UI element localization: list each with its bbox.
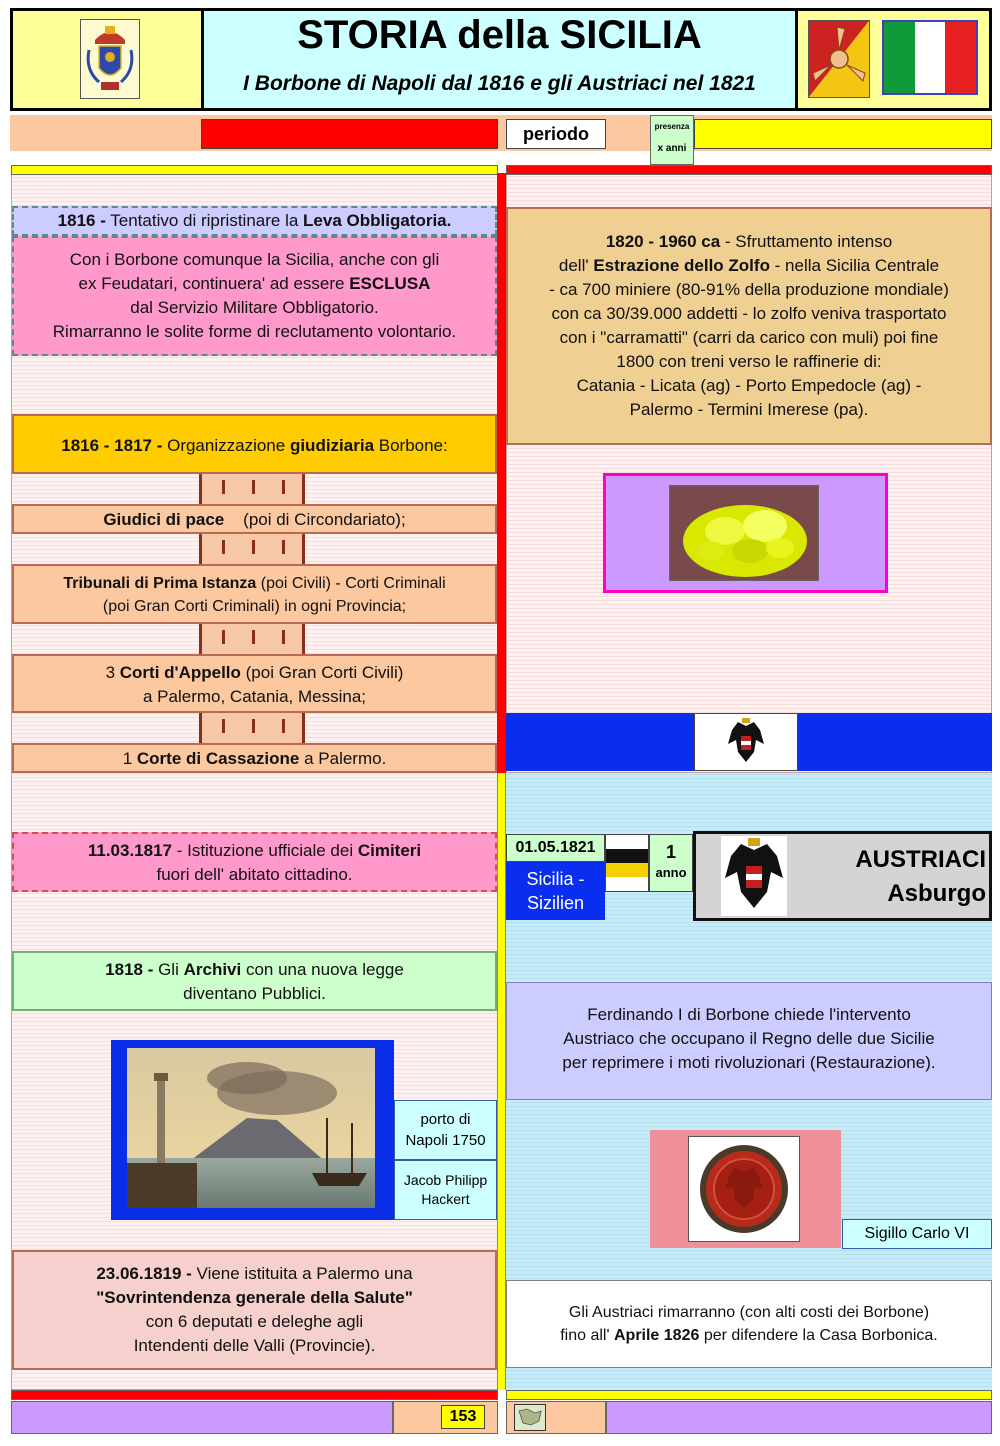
presenza-label: presenza: [654, 122, 690, 131]
rimarranno-box: Gli Austriaci rimarranno (con alti costi dei Borbone) fino all' Aprile 1826 per difendere la Casa Borbonica.: [506, 1280, 992, 1368]
painting-caption-1: porto di Napoli 1750: [394, 1100, 497, 1160]
right-top-bar: [506, 165, 992, 175]
austriaci-name-1: AUSTRIACI: [855, 846, 986, 873]
austriaci-region: Sicilia - Sizilien: [506, 862, 605, 920]
austriaci-name-2: Asburgo: [887, 880, 986, 907]
period-bar-red: [201, 119, 498, 149]
sigillo-caption: Sigillo Carlo VI: [842, 1219, 992, 1249]
esclusa-box: Con i Borbone comunque la Sicilia, anche con gli ex Feudatari, continuera' ad essere ESCLUSA dal Servizio Militare Obbligatorio. Rimarranno le solite forme di reclutamento volontario.: [12, 236, 497, 356]
cimiteri-box: 11.03.1817 - Istituzione ufficiale dei Cimiteri fuori dell' abitato cittadino.: [12, 832, 497, 892]
leva-heading: 1816 - Tentativo di ripristinare la Leva Obbligatoria.: [57, 211, 452, 230]
periodo-label: periodo: [506, 119, 606, 149]
porto-di-napoli-painting: [127, 1048, 375, 1208]
italian-flag-icon: [882, 20, 978, 95]
footer-bar-right: [606, 1401, 992, 1434]
judicial-connector-3: [199, 624, 305, 654]
ferdinando-box: Ferdinando I di Borbone chiede l'intervento Austriaco che occupano il Regno delle due Sicilie per reprimere i moti rivoluzionari (Restaurazione).: [506, 982, 992, 1100]
sulfur-crystal-image: [669, 485, 819, 581]
cassazione-box: 1 Corte di Cassazione a Palermo.: [12, 743, 497, 773]
footer-left-red-bar: [11, 1390, 498, 1400]
carlo-vi-seal-image: [688, 1136, 800, 1242]
austriaci-date: 01.05.1821: [506, 834, 605, 862]
trinacria-flag-icon: [808, 20, 870, 98]
footer-right-yellow-bar: [506, 1390, 992, 1400]
period-bar-yellow: [694, 119, 992, 149]
giudici-box: Giudici di pace (poi di Circondariato);: [12, 504, 497, 534]
archivi-box: 1818 - Gli Archivi con una nuova legge diventano Pubblici.: [12, 951, 497, 1011]
page-number: 153: [441, 1405, 485, 1429]
austriaci-duration: 1 anno: [649, 834, 693, 892]
tribunali-box: Tribunali di Prima Istanza (poi Civili) - Corti Criminali (poi Gran Corti Criminali) in ogni Provincia;: [12, 564, 497, 624]
salute-box: 23.06.1819 - Viene istituita a Palermo una "Sovrintendenza generale della Salute" con 6 deputati e deleghe agli Intendenti delle Valli (Provincie).: [12, 1250, 497, 1370]
page-subtitle: I Borbone di Napoli dal 1816 e gli Austriaci nel 1821: [243, 72, 756, 95]
double-headed-eagle-icon: [726, 718, 766, 766]
appello-box: 3 Corti d'Appello (poi Gran Corti Civili) a Palermo, Catania, Messina;: [12, 654, 497, 713]
judicial-connector-1: [199, 474, 305, 504]
small-map-icon: [514, 1404, 546, 1431]
footer-bar-left: [11, 1401, 393, 1434]
zolfo-box: 1820 - 1960 ca - Sfruttamento intenso dell' Estrazione dello Zolfo - nella Sicilia Centrale - ca 700 miniere (80-91% della produzione mondiale) con ca 30/39.000 addetti - lo zolfo veniva trasportato con i "carramatti" (carri da carico con muli) poi fine 1800 con treni verso le raffinerie di: Catania - Licata (ag) - Porto Empedocle (ag) - Palermo - Termini Imerese (pa).: [506, 207, 992, 445]
timeline-red: [497, 173, 506, 773]
left-top-bar: [11, 165, 498, 175]
timeline-yellow: [497, 773, 506, 1390]
bourbon-coat-of-arms-icon: [80, 19, 140, 99]
austrian-eagle-emblem-icon: [721, 836, 787, 916]
page-title: STORIA della SICILIA: [297, 13, 702, 57]
giudiziaria-box: 1816 - 1817 - Organizzazione giudiziaria Borbone:: [12, 414, 497, 474]
painting-caption-2: Jacob Philipp Hackert: [394, 1160, 497, 1220]
habsburg-flag-icon: [605, 834, 649, 892]
x-anni-label: x anni: [657, 143, 687, 154]
judicial-connector-2: [199, 534, 305, 564]
judicial-connector-4: [199, 713, 305, 743]
